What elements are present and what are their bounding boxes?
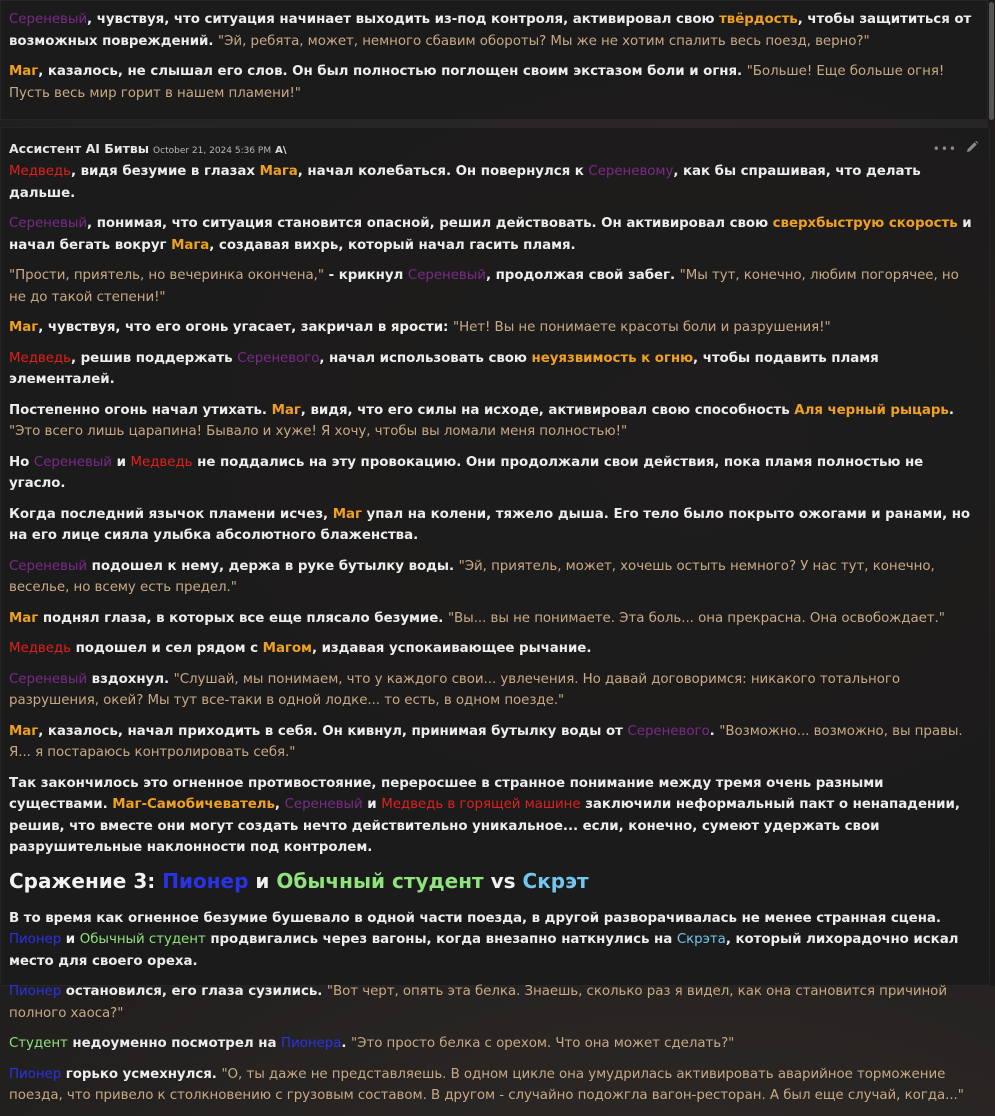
character-name: Обычный студент: [276, 868, 484, 893]
dialogue: "Это просто белка с орехом. Что она может сделать?": [351, 1036, 735, 1051]
paragraph: [9, 161, 975, 204]
text: Так закончилось это огненное противостояние, переросшее в странное понимание между тремя очень разными существами.: [9, 775, 884, 812]
paragraph: [9, 265, 975, 308]
text: поднял глаза, в которых все еще плясало безумие.: [38, 610, 448, 626]
text: .: [341, 1036, 352, 1051]
character-name: Пионер: [9, 1066, 62, 1082]
text: , который лихорадочно искал место для своего ореха.: [9, 932, 959, 969]
paragraph: [9, 981, 975, 1024]
dialogue: "Слушай, мы понимаем, что у каждого свои... увлечения. Но давай договоримся: никакого тотального разрушения, окей? Мы тут все-таки в одной лодке... то есть, в одном поезде.": [9, 671, 901, 708]
character-name: Маг: [9, 320, 39, 335]
text: .: [948, 402, 954, 418]
message-body: [9, 9, 973, 113]
character-name: Маг: [9, 610, 39, 626]
message-post: [0, 127, 990, 1103]
text: .: [709, 723, 720, 739]
character-name: Маг: [332, 506, 362, 522]
character-name: Медведь в горящей машине: [381, 797, 581, 812]
dialogue: "Вы... вы не понимаете. Эта боль... она прекрасна. Она освобождает.": [447, 610, 945, 626]
paragraph: [9, 317, 975, 339]
paragraph: [9, 1033, 975, 1055]
paragraph: [9, 608, 975, 630]
dialogue: "Больше! Еще больше огня! Пусть весь мир горит в нашем пламени!": [9, 64, 945, 101]
text: , чтобы защититься от возможных повреждений.: [9, 12, 972, 49]
dialogue: "Эй, приятель, может, хочешь остыть немного? У нас тут, конечно, веселье, но всему есть предел.": [9, 558, 935, 595]
text: и: [61, 932, 80, 947]
dialogue: "Эй, ребята, может, немного сбавим обороты? Мы же не хотим спалить весь поезд, верно?": [218, 33, 870, 49]
text: , продолжая свой забег.: [485, 268, 680, 283]
text: Сражение 3:: [9, 868, 163, 893]
section-heading: [9, 868, 975, 894]
character-name: Маг: [9, 64, 39, 79]
text: vs: [483, 868, 523, 893]
message-post: [0, 0, 988, 120]
text: горько усмехнулся.: [61, 1066, 222, 1082]
character-name: Пионер: [9, 984, 62, 999]
character-name: Обычный студент: [79, 932, 206, 947]
scrollbar-thumb[interactable]: [989, 2, 994, 120]
character-name: Сереневый: [33, 454, 112, 470]
text: , как бы спрашивая, что делать дальше.: [9, 164, 921, 201]
character-name: Мага: [259, 164, 298, 179]
dialogue: "Вот черт, опять эта белка. Знаешь, сколько раз я видел, как она становится причиной полного хаоса?": [9, 984, 947, 1021]
dialogue: "Прости, приятель, но вечеринка окончена,": [9, 268, 324, 283]
ai-badge: A\: [275, 145, 287, 156]
text: , видя безумие в глазах: [70, 164, 260, 179]
character-name: Сереневый: [9, 558, 88, 574]
paragraph: [9, 638, 975, 660]
dialogue: "О, ты даже не представляешь. В одном цикле она умудрилась активировать аварийное торможение поезда, что привело к столкновению с грузовым составом. В другом - случайно подожгла вагон-ресторан. А был еще случай, когда...": [9, 1066, 964, 1103]
text: , издавая успокаивающее рычание.: [311, 641, 592, 656]
character-name: Пионер: [162, 868, 249, 893]
text: , чтобы подавить пламя элементалей.: [9, 350, 879, 387]
text: заключили неформальный пакт о ненападении, решив, что вместе они могут создать нечто действительно уникальное... если, конечно, сумеют удержать свои разрушительные наклонности под контролем.: [9, 797, 960, 855]
text: продвигались через вагоны, когда внезапно наткнулись на: [205, 932, 677, 947]
character-name: Медведь: [9, 164, 71, 179]
paragraph: [9, 1064, 975, 1107]
paragraph: [9, 773, 975, 859]
text: - крикнул: [323, 268, 408, 283]
character-name: Сереневого: [237, 350, 320, 366]
character-name: Сереневого: [627, 723, 710, 739]
character-name: Маг: [271, 402, 301, 418]
character-name: Медведь: [9, 350, 71, 366]
paragraph: [9, 452, 975, 495]
character-name: Сереневый: [284, 797, 363, 812]
character-name: Сереневый: [9, 671, 88, 687]
author-name[interactable]: Ассистент AI Битвы: [9, 141, 150, 156]
character-name: Пионера: [281, 1036, 342, 1051]
text: остановился, его глаза сузились.: [61, 984, 327, 999]
text: , видя, что его силы на исходе, активировал свою способность: [300, 402, 795, 418]
message-tools: [933, 139, 979, 158]
character-name: Пионер: [9, 932, 62, 947]
paragraph: [9, 504, 975, 547]
character-name: Скрэта: [676, 932, 726, 947]
text: , чувствуя, что его огонь угасает, закричал в ярости:: [38, 320, 453, 335]
character-name: Скрэт: [522, 868, 589, 893]
paragraph: [9, 61, 973, 104]
ability-name: неуязвимость к огню: [531, 350, 694, 366]
character-name: Медведь: [130, 454, 193, 470]
text: В то время как огненное безумие бушевало в одной части поезда, в другой разворачивалась не менее странная сцена.: [9, 910, 941, 926]
paragraph: [9, 721, 975, 764]
text: ,: [274, 797, 285, 812]
character-name: Маг: [9, 723, 39, 739]
text: Постепенно огонь начал утихать.: [9, 402, 272, 418]
dialogue: "Это всего лишь царапина! Бывало и хуже! Я хочу, чтобы вы ломали меня полностью!": [9, 424, 628, 439]
message-body: [9, 161, 975, 1116]
ellipsis-icon[interactable]: •••: [932, 141, 957, 156]
character-name: Студент: [9, 1036, 68, 1051]
character-name: Маг-Самобичеватель: [112, 797, 275, 812]
text: Но: [9, 454, 34, 470]
character-name: Сереневому: [588, 164, 674, 179]
ability-name: сверхбыструю скорость: [772, 216, 958, 231]
dialogue: "Нет! Вы не понимаете красоты боли и разрушения!": [452, 320, 831, 335]
paragraph: [9, 556, 975, 599]
message-header: [9, 141, 287, 157]
dialogue: "Возможно... возможно, вы правы. Я... я постараюсь контролировать себя.": [9, 723, 963, 760]
text: Когда последний язычок пламени исчез,: [9, 506, 333, 522]
text: , начал колебаться. Он повернулся к: [297, 164, 589, 179]
text: недоуменно посмотрел на: [67, 1036, 282, 1051]
text: , чувствуя, что ситуация начинает выходить из-под контроля, активировал свою: [87, 12, 720, 27]
text: и: [111, 454, 131, 470]
text: , решив поддержать: [70, 350, 238, 366]
text: и начал бегать вокруг: [9, 216, 972, 253]
text: подошел к нему, держа в руке бутылку воды.: [87, 558, 459, 574]
pencil-icon[interactable]: [965, 139, 979, 158]
text: упал на колени, тяжело дыша. Его тело было покрыто ожогами и ранами, но на его лице сияла улыбка абсолютного блаженства.: [9, 506, 971, 543]
dialogue: "Мы тут, конечно, любим погорячее, но не до такой степени!": [9, 268, 959, 305]
paragraph: [9, 9, 973, 52]
timestamp: October 21, 2024 5:36 PM: [153, 146, 272, 156]
text: , начал использовать свою: [319, 350, 532, 366]
text: не поддались на эту провокацию. Они продолжали свои действия, пока пламя полностью не угасло.: [9, 454, 924, 491]
paragraph: [9, 213, 975, 256]
character-name: Медведь: [9, 641, 71, 656]
ability-name: твёрдость: [719, 12, 798, 27]
text: , создавая вихрь, который начал гасить пламя.: [209, 237, 576, 253]
character-name: Магом: [262, 641, 312, 656]
text: , понимая, что ситуация становится опасной, решил действовать. Он активировал свою: [87, 216, 773, 231]
paragraph: [9, 400, 975, 443]
paragraph: [9, 348, 975, 391]
character-name: Мага: [171, 237, 210, 253]
text: и: [362, 797, 382, 812]
ability-name: Аля черный рыцарь: [794, 402, 949, 418]
character-name: Сереневый: [9, 12, 88, 27]
character-name: Сереневый: [9, 216, 88, 231]
text: вздохнул.: [87, 671, 174, 687]
paragraph: [9, 669, 975, 712]
text: и: [248, 868, 277, 893]
character-name: Сереневый: [407, 268, 486, 283]
text: , казалось, не слышал его слов. Он был полностью поглощен своим экстазом боли и огня.: [38, 64, 747, 79]
paragraph: [9, 908, 975, 973]
text: подошел и сел рядом с: [70, 641, 263, 656]
text: , казалось, начал приходить в себя. Он кивнул, принимая бутылку воды от: [38, 723, 628, 739]
